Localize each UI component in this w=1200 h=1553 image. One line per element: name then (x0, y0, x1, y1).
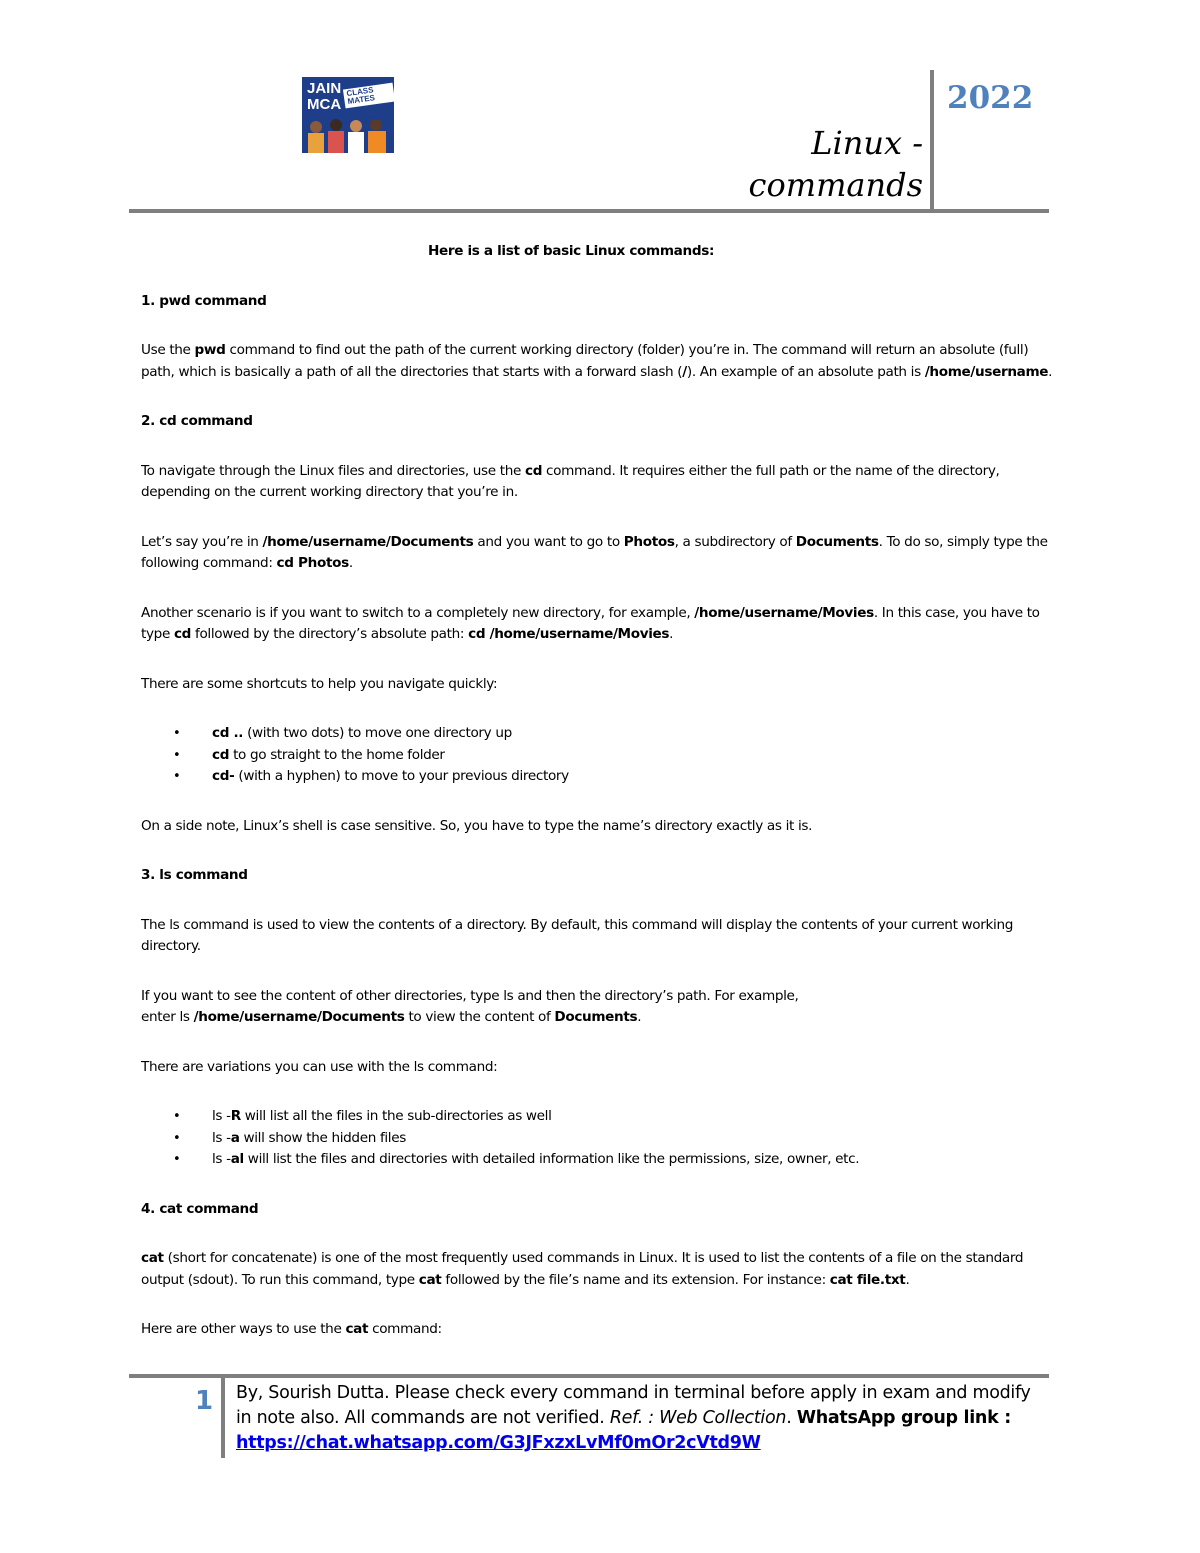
paragraph-cat-2: Here are other ways to use the cat command: (141, 1321, 442, 1337)
logo-text-mca: MCA (307, 96, 342, 113)
logo-text-jain: JAIN (307, 80, 342, 97)
list-item: • ls -R will list all the files in the sub-directories as well (141, 1106, 1061, 1128)
footer-reference: Ref. : Web Collection (609, 1408, 787, 1428)
ls-variation-list (141, 1106, 1061, 1171)
list-item: • ls -a will show the hidden files (141, 1128, 1061, 1150)
header-horizontal-rule (129, 209, 1049, 213)
intro-heading: Here is a list of basic Linux commands: (427, 243, 715, 259)
footer-vertical-rule (221, 1378, 225, 1458)
logo-badge: CLASS MATES (343, 83, 394, 109)
paragraph-ls-1: The ls command is used to view the contents of a directory. By default, this command will display the contents of your current working directory. (141, 916, 1013, 954)
paragraph-ls-3: There are variations you can use with the ls command: (141, 1058, 498, 1075)
whatsapp-group-link[interactable]: https://chat.whatsapp.com/G3JFxzxLvMf0mOr2cVtd9W (236, 1433, 761, 1453)
page-number: 1 (195, 1386, 214, 1416)
section-heading-cd: 2. cd command (141, 413, 253, 429)
paragraph-cd-2: Let’s say you’re in /home/username/Documents and you want to go to Photos, a subdirectory of Documents. To do so, simply type the following command: cd Photos. (141, 533, 1048, 571)
paragraph-cat-1: cat (short for concatenate) is one of the most frequently used commands in Linux. It is used to list the contents of a file on the standard output (sdout). To run this command, type cat followed by the file’s name and its extension. For instance: cat file.txt. (141, 1250, 1024, 1288)
cd-shortcut-list (141, 723, 1061, 788)
section-heading-cat: 4. cat command (141, 1200, 259, 1217)
list-item: • cd to go straight to the home folder (141, 745, 1061, 767)
paragraph-cd-5: On a side note, Linux’s shell is case sensitive. So, you have to type the name’s directory exactly as it is. (141, 817, 813, 834)
paragraph-cd-3: Another scenario is if you want to switch to a completely new directory, for example, /home/username/Movies. In this case, you have to type cd followed by the directory’s absolute path: cd /home/username/Movies. (141, 604, 1040, 642)
section-heading-pwd: 1. pwd command (141, 292, 267, 309)
paragraph-ls-2: If you want to see the content of other directories, type ls and then the directory’s path. For example, enter ls /home/username/Documents to view the content of Documents. (141, 987, 799, 1025)
title-line-1: Linux - (811, 124, 923, 162)
logo-people-illustration (302, 113, 394, 153)
paragraph-cd-4: There are some shortcuts to help you navigate quickly: (141, 675, 498, 692)
paragraph-pwd: Use the pwd command to find out the path of the current working directory (folder) you’re in. The command will return an absolute (full) path, which is basically a path of all the directories that starts with a forward slash (/). An example of an absolute path is /home/username. (141, 342, 1053, 380)
year-label: 2022 (947, 80, 1034, 116)
footer-horizontal-rule (129, 1374, 1049, 1378)
document-body (141, 241, 1061, 1341)
title-line-2: commands (748, 166, 923, 204)
header-vertical-rule (930, 70, 934, 213)
list-item: • cd- (with a hyphen) to move to your previous directory (141, 766, 1061, 788)
section-heading-ls: 3. ls command (141, 867, 248, 883)
document-title (749, 122, 923, 206)
footer-note: By, Sourish Dutta. Please check every command in terminal before apply in exam and modify in note also. All commands are not verified. Ref. : Web Collection. WhatsApp group link : https://chat.whatsapp.com/G3JFxzxLvMf0mOr2cVtd9W (236, 1383, 1031, 1453)
list-item: • ls -al will list the files and directories with detailed information like the permissions, size, owner, etc. (141, 1149, 1061, 1171)
jain-mca-logo (302, 77, 394, 153)
list-item: • cd .. (with two dots) to move one directory up (141, 723, 1061, 745)
paragraph-cd-1: To navigate through the Linux files and directories, use the cd command. It requires either the full path or the name of the directory, depending on the current working directory that you’re in. (141, 462, 1000, 500)
